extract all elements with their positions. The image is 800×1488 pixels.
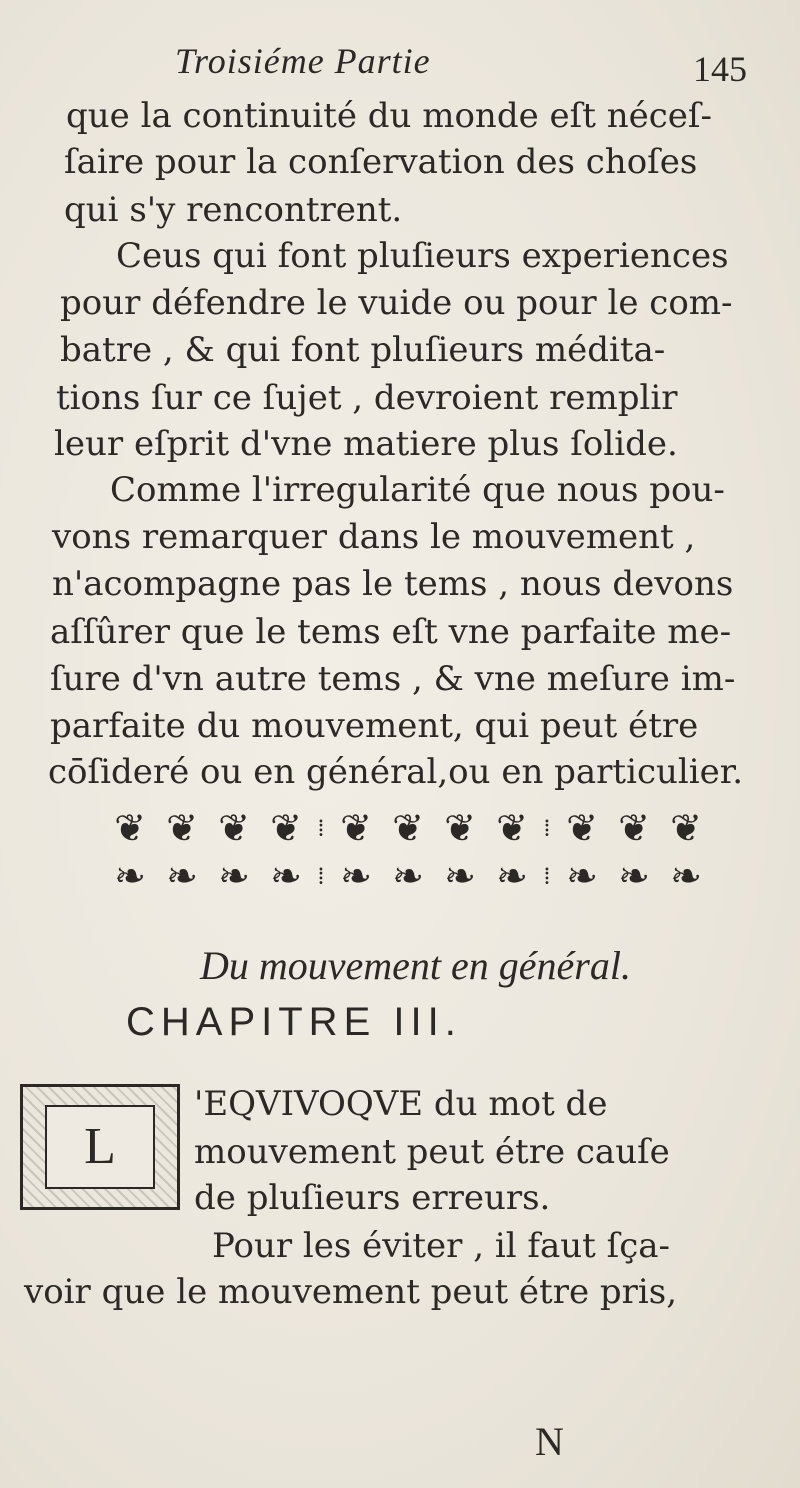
fleuron-icon: ❦ — [392, 806, 424, 850]
text-line: cōſideré ou en général,ou en particulier. — [48, 752, 744, 792]
drop-cap-frame — [20, 1084, 180, 1210]
colon-ornament-icon: ⁞ — [317, 814, 325, 842]
fleuron-icon: ❦ — [270, 806, 302, 850]
drop-cap-letter: L — [84, 1118, 116, 1175]
chapter-heading: CHAPITRE III. — [126, 1000, 462, 1044]
text-line: aſſûrer que le tems eſt vne parfaite me- — [50, 612, 732, 652]
fleuron-icon: ❧ — [496, 854, 528, 898]
fleuron-icon: ❧ — [218, 854, 250, 898]
text-line: Pour les éviter , il faut ſça- — [212, 1226, 671, 1266]
text-line: Comme l'irregularité que nous pou- — [110, 470, 725, 510]
text-line: ſaire pour la conſervation des choſes — [64, 142, 698, 182]
fleuron-icon: ❧ — [114, 854, 146, 898]
fleuron-icon: ❦ — [618, 806, 650, 850]
text-line: Ceus qui font pluſieurs experiences — [116, 236, 729, 276]
fleuron-icon: ❦ — [566, 806, 598, 850]
text-line: mouvement peut étre cauſe — [194, 1132, 670, 1172]
fleuron-icon: ❦ — [218, 806, 250, 850]
fleuron-icon: ❧ — [618, 854, 650, 898]
fleuron-icon: ❧ — [392, 854, 424, 898]
ornament-row-bottom — [108, 854, 708, 902]
fleuron-icon: ❧ — [166, 854, 198, 898]
colon-ornament-icon: ⁞ — [543, 862, 551, 890]
fleuron-icon: ❦ — [114, 806, 146, 850]
text-line: 'EQVIVOQVE du mot de — [194, 1084, 608, 1124]
text-line: parfaite du mouvement, qui peut étre — [50, 706, 699, 746]
colon-ornament-icon: ⁞ — [543, 814, 551, 842]
fleuron-icon: ❦ — [496, 806, 528, 850]
fleuron-icon: ❦ — [340, 806, 372, 850]
text-line: batre , & qui font pluſieurs médita- — [60, 330, 666, 370]
text-line: tions ſur ce ſujet , devroient remplir — [56, 378, 678, 418]
text-line: que la continuité du monde eſt néceſ- — [66, 96, 712, 136]
text-line: qui s'y rencontrent. — [64, 190, 403, 230]
fleuron-icon: ❦ — [670, 806, 702, 850]
fleuron-icon: ❧ — [566, 854, 598, 898]
fleuron-icon: ❧ — [670, 854, 702, 898]
text-line: de pluſieurs erreurs. — [194, 1178, 551, 1218]
ornament-band — [108, 806, 708, 902]
colon-ornament-icon: ⁞ — [317, 862, 325, 890]
running-title: Troisiéme Partie — [175, 41, 431, 81]
text-line: leur eſprit d'vne matiere plus ſolide. — [54, 424, 678, 464]
fleuron-icon: ❧ — [444, 854, 476, 898]
drop-cap-panel — [45, 1105, 155, 1189]
fleuron-icon: ❧ — [270, 854, 302, 898]
section-subtitle: Du mouvement en général. — [200, 943, 631, 988]
fleuron-icon: ❦ — [166, 806, 198, 850]
signature-mark: N — [535, 1419, 564, 1464]
text-line: pour défendre le vuide ou pour le com- — [60, 283, 733, 323]
text-line: n'acompagne pas le tems , nous devons — [52, 564, 734, 604]
text-line: voir que le mouvement peut étre pris, — [24, 1272, 678, 1312]
page-number: 145 — [693, 49, 747, 89]
text-line: vons remarquer dans le mouvement , — [52, 517, 696, 557]
text-line: ſure d'vn autre tems , & vne meſure im- — [50, 659, 736, 699]
fleuron-icon: ❧ — [340, 854, 372, 898]
fleuron-icon: ❦ — [444, 806, 476, 850]
ornament-row-top — [108, 806, 708, 854]
